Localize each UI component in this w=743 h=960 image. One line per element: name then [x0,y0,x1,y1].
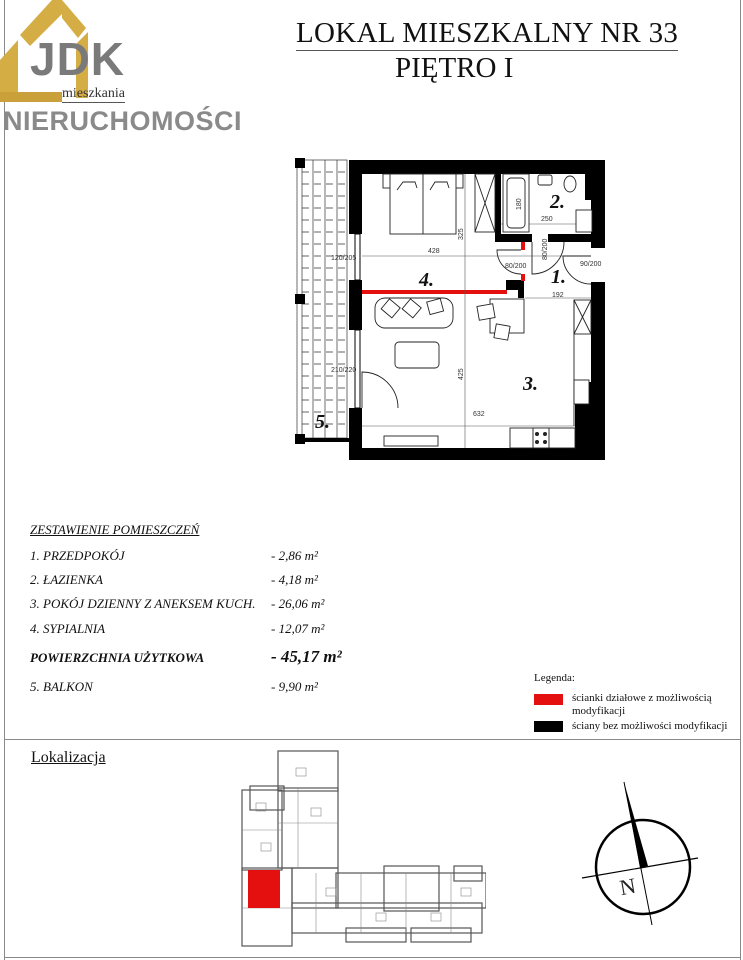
rooms-heading: ZESTAWIENIE POMIESZCZEŃ [30,522,200,537]
svg-text:192: 192 [552,292,564,299]
logo-tagline: mieszkania [62,86,125,101]
page-border-right [740,0,741,960]
north-arrow-icon [580,770,710,930]
section-divider [4,739,741,740]
svg-text:428: 428 [428,248,440,255]
room-label-4: 4. [419,269,434,291]
svg-text:120/205: 120/205 [331,255,357,262]
logo-brand: JDK [30,33,126,85]
floor-plan [285,150,615,465]
page-title: LOKAL MIESZKALNY NR 33 [296,17,679,49]
company-logo [0,0,270,140]
black-swatch [534,721,563,732]
room-label-1: 1. [551,266,566,288]
svg-text:180: 180 [516,198,523,210]
room-label-5: 5. [315,411,330,433]
logo-company: NIERUCHOMOŚCI [3,106,243,136]
legend-title: Legenda: [534,672,575,684]
highlighted-unit [248,870,280,908]
floor-label: PIĘTRO I [395,52,514,84]
svg-text:632: 632 [473,411,485,418]
page-border-bottom [4,957,741,958]
svg-text:N: N [617,872,638,901]
svg-text:210/220: 210/220 [331,367,357,374]
svg-text:80/200: 80/200 [542,238,549,260]
location-title: Lokalizacja [31,749,106,766]
page-border-left [4,0,5,960]
red-swatch [534,694,563,705]
svg-text:425: 425 [458,368,465,380]
svg-text:90/200: 90/200 [580,261,602,268]
svg-text:325: 325 [458,228,465,240]
building-location-map [236,748,486,953]
svg-text:250: 250 [541,216,553,223]
room-label-3: 3. [523,373,538,395]
svg-text:80/200: 80/200 [505,263,527,270]
room-label-2: 2. [550,191,565,213]
